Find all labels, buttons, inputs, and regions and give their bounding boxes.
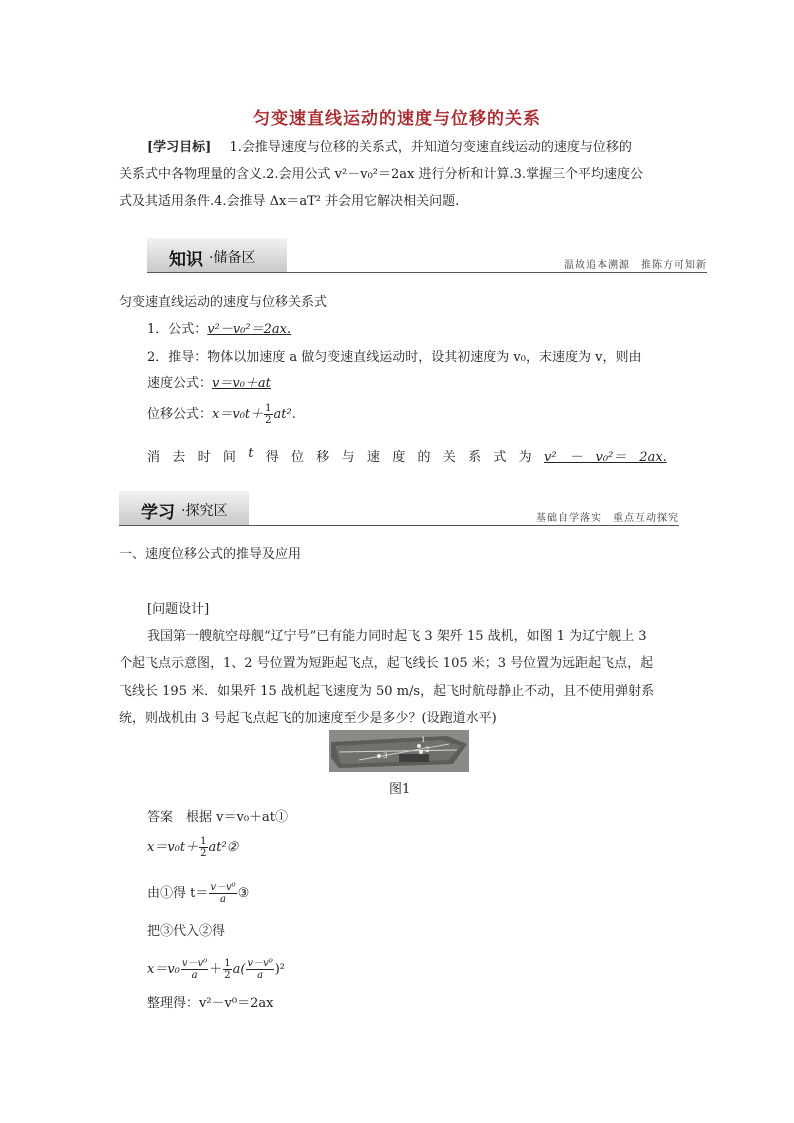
- answer-l5c: a(: [232, 962, 246, 977]
- frac-den: 2: [265, 415, 272, 426]
- problem-p4: 统，则战机由 3 号起飞点起飞的加速度至少是多少？(设跑道水平): [119, 711, 497, 726]
- band-title-big: 学习: [141, 503, 175, 523]
- goals-line-2: 关系式中各物理量的含义.2.会用公式 v²－v₀²＝2ax 进行分析和计算.3.掌握三个平均速度公: [119, 167, 644, 182]
- answer-line-1: 答案 根据 v＝v₀＋at①: [147, 810, 289, 825]
- speed-label: 速度公式：: [147, 376, 213, 391]
- frac-num: v－v⁰: [181, 958, 208, 969]
- eliminate-line: [147, 446, 667, 465]
- elim-1: 去: [172, 450, 186, 465]
- band-title-small: ·储备区: [209, 250, 256, 266]
- elim-12: 关: [442, 450, 456, 465]
- elim-10: 度: [392, 450, 406, 465]
- elim-7: 移: [316, 450, 330, 465]
- item1-prefix: 1．公式：: [147, 322, 208, 337]
- frac-num: v－v⁰: [210, 882, 236, 893]
- answer-l5d: )²: [274, 962, 286, 977]
- page-title: 匀变速直线运动的速度与位移的关系: [253, 109, 541, 129]
- elim-6: 位: [291, 450, 305, 465]
- elim-14: 式: [493, 450, 507, 465]
- fraction-half: [223, 958, 231, 981]
- frac-den: a: [220, 894, 226, 905]
- elim-9: 速: [366, 450, 380, 465]
- elim-15: 为: [518, 450, 532, 465]
- frac-den: a: [191, 970, 198, 981]
- problem-p1: 我国第一艘航空母舰“辽宁号”已有能力同时起飞 3 架歼 15 战机，如图 1 为辽宁舰上 3: [147, 629, 647, 644]
- section-band-study: [119, 491, 679, 526]
- frac-den: 2: [224, 970, 231, 981]
- problem-p3: 飞线长 195 米．如果歼 15 战机起飞速度为 50 m/s，起飞时航母静止不动，且不使用弹射系: [119, 684, 655, 699]
- answer-l5b: ＋: [209, 962, 223, 977]
- band-title-small: ·探究区: [181, 503, 228, 519]
- answer-l3b: ③: [237, 886, 250, 901]
- frac-den: 2: [200, 848, 207, 859]
- goals-text-1: 1.会推导速度与位移的关系式，并知道匀变速直线运动的速度与位移的: [229, 140, 632, 155]
- disp-label: 位移公式：: [147, 407, 213, 422]
- carrier-deck-image: [329, 730, 469, 772]
- answer-l5a: x＝v₀: [147, 962, 180, 977]
- answer-line-2: [147, 836, 238, 859]
- goals-line-1: [147, 134, 687, 161]
- goals-line-3: 式及其适用条件.4.会推导 Δx＝aT² 并会用它解决相关问题.: [119, 194, 460, 209]
- frac-num: 1: [224, 958, 231, 969]
- disp-formula-b: at².: [273, 407, 296, 422]
- elim-8: 与: [341, 450, 355, 465]
- elim-3: 间: [222, 450, 236, 465]
- item1-formula: v²－v₀²＝2ax.: [207, 322, 292, 337]
- fraction-t: [246, 958, 273, 981]
- eliminate-formula: v² － v₀²＝ 2ax.: [543, 450, 667, 465]
- elim-4: t: [248, 446, 254, 461]
- answer-l2b: at²②: [208, 840, 239, 855]
- speed-formula: v＝v₀＋at: [212, 376, 271, 391]
- speed-formula-line: [147, 372, 271, 391]
- fig-label-1: 1: [421, 736, 426, 744]
- fraction-half: [264, 403, 272, 426]
- elim-5: 得: [265, 450, 279, 465]
- frac-num: v－v⁰: [247, 958, 273, 969]
- fig-label-2: 2: [425, 746, 430, 754]
- fraction-t: [209, 882, 236, 905]
- fraction-half: [199, 836, 207, 859]
- answer-line-6: 整理得：v²－v⁰＝2ax: [147, 996, 274, 1011]
- elim-13: 系: [468, 450, 482, 465]
- knowledge-item-1: [147, 318, 291, 337]
- band-slogan: 温故追本溯源 推陈方可知新: [564, 260, 707, 271]
- learning-goals: [147, 134, 687, 161]
- frac-num: 1: [200, 836, 207, 847]
- fig-label-3: 3: [383, 752, 388, 760]
- frac-den: a: [257, 970, 264, 981]
- answer-line-3: [147, 882, 249, 905]
- band-slogan: 基础自学落实 重点互动探究: [536, 513, 679, 524]
- knowledge-heading: 匀变速直线运动的速度与位移关系式: [119, 295, 328, 310]
- answer-line-5: [147, 958, 285, 981]
- problem-design-label: [问题设计]: [147, 602, 210, 617]
- band-title-big: 知识: [169, 250, 203, 270]
- figure-caption: 图1: [389, 782, 411, 797]
- answer-l2a: x＝v₀t＋: [147, 840, 199, 855]
- knowledge-item-2: 2．推导：物体以加速度 a 做匀变速直线运动时，设其初速度为 v₀，末速度为 v，则由: [147, 350, 642, 365]
- elim-2: 时: [197, 450, 211, 465]
- frac-num: 1: [265, 403, 272, 414]
- section-heading: 一、速度位移公式的推导及应用: [119, 547, 302, 562]
- fraction-t: [181, 958, 208, 981]
- goals-label: [学习目标]: [147, 140, 212, 155]
- carrier-figure: [329, 730, 469, 772]
- elim-0: 消: [147, 450, 161, 465]
- section-band-knowledge: [147, 238, 707, 273]
- problem-p2: 个起飞点示意图，1、2 号位置为短距起飞点，起飞线长 105 米；3 号位置为远距起飞点，起: [119, 656, 654, 671]
- disp-formula-line: [147, 403, 296, 426]
- disp-formula-a: x＝v₀t＋: [212, 407, 264, 422]
- elim-11: 的: [417, 450, 431, 465]
- answer-line-4: 把③代入②得: [147, 924, 226, 939]
- answer-l3a: 由①得 t＝: [147, 886, 209, 901]
